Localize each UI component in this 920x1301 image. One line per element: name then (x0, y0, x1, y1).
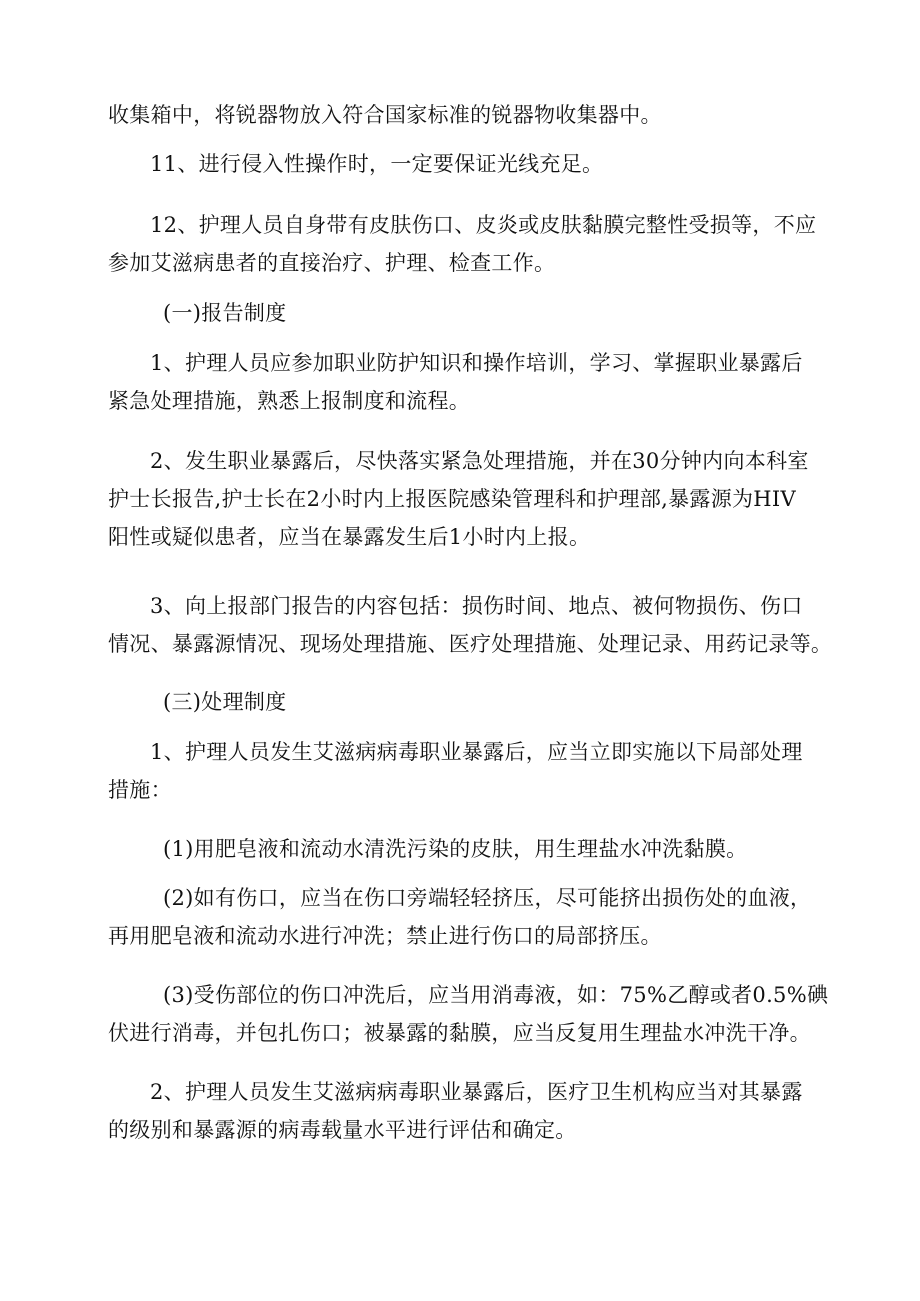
text-line: 再用肥皂液和流动水进行冲洗；禁止进行伤口的局部挤压。 (108, 924, 662, 948)
paragraph-handling-1-3 (108, 976, 829, 1052)
text-line: 措施： (108, 778, 172, 802)
paragraph-handling-2 (108, 1073, 820, 1149)
paragraph-report-3 (108, 587, 833, 663)
paragraph-handling-1-1 (108, 830, 820, 868)
section-heading-report (108, 294, 820, 332)
text-line: 参加艾滋病患者的直接治疗、护理、检查工作。 (108, 251, 556, 275)
text-line: 3、向上报部门报告的内容包括：损伤时间、地点、被何物损伤、伤口 (150, 594, 803, 618)
text-line: (3)受伤部位的伤口冲洗后，应当用消毒液，如：75%乙醇或者0.5%碘 (163, 983, 829, 1007)
text-line: 护士长报告,护士长在2小时内上报医院感染管理科和护理部,暴露源为HIV (108, 487, 796, 511)
text-line: (1)用肥皂液和流动水清洗污染的皮肤，用生理盐水冲洗黏膜。 (163, 837, 748, 861)
section-heading-handling (108, 683, 820, 721)
section-heading-text: (一)报告制度 (163, 301, 287, 325)
paragraph-handling-1-2 (108, 879, 820, 955)
text-line: 紧急处理措施，熟悉上报制度和流程。 (108, 389, 471, 413)
paragraph-item-11 (108, 145, 820, 183)
text-line: 阳性或疑似患者，应当在暴露发生后1小时内上报。 (108, 525, 591, 549)
section-heading-text: (三)处理制度 (163, 690, 287, 714)
paragraph-continuation (108, 96, 820, 134)
paragraph-report-1 (108, 344, 820, 420)
paragraph-report-2 (108, 442, 820, 556)
text-line: 1、护理人员应参加职业防护知识和操作培训，学习、掌握职业暴露后 (150, 351, 803, 375)
text-line: 收集箱中，将锐器物放入符合国家标准的锐器物收集器中。 (108, 103, 662, 127)
paragraph-item-12 (108, 206, 820, 282)
text-line: 情况、暴露源情况、现场处理措施、医疗处理措施、处理记录、用药记录等。 (108, 632, 833, 656)
text-line: 伏进行消毒，并包扎伤口；被暴露的黏膜，应当反复用生理盐水冲洗干净。 (108, 1021, 811, 1045)
paragraph-handling-1 (108, 733, 820, 809)
text-line: 2、护理人员发生艾滋病病毒职业暴露后，医疗卫生机构应当对其暴露 (150, 1080, 803, 1104)
text-line: 1、护理人员发生艾滋病病毒职业暴露后，应当立即实施以下局部处理 (150, 740, 803, 764)
text-line: 2、发生职业暴露后，尽快落实紧急处理措施，并在30分钟内向本科室 (150, 449, 809, 473)
text-line: 12、护理人员自身带有皮肤伤口、皮炎或皮肤黏膜完整性受损等，不应 (150, 213, 817, 237)
text-line: 的级别和暴露源的病毒载量水平进行评估和确定。 (108, 1118, 577, 1142)
text-line: (2)如有伤口，应当在伤口旁端轻轻挤压，尽可能挤出损伤处的血液， (163, 886, 812, 910)
text-line: 11、进行侵入性操作时，一定要保证光线充足。 (150, 152, 604, 176)
